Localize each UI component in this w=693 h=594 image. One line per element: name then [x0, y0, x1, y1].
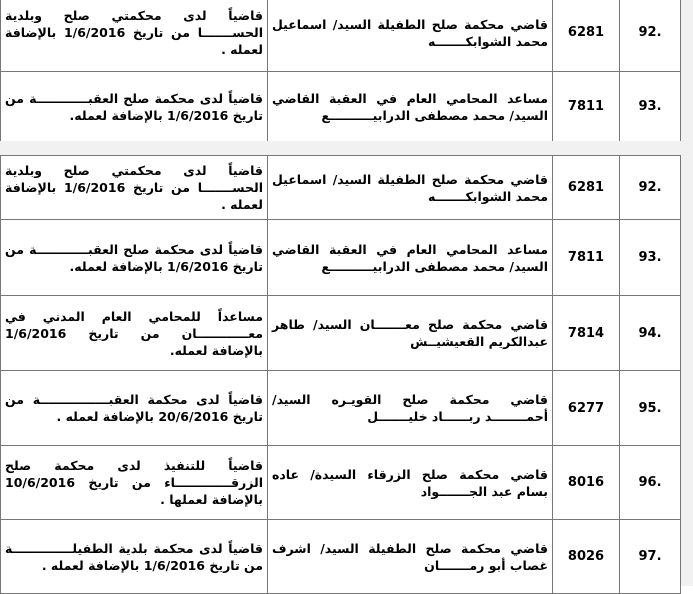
employee-code: 8016: [553, 446, 620, 520]
assignment-note: قاضياً للتنفيذ لدى محكمة صلح الزرقـــــــــــــاء من تاريخ 10/6/2016 بالإضافة لعملها .: [1, 446, 268, 520]
table-row: [1, 296, 681, 371]
position-name: مساعد المحامي العام في العقبة القاضي السيد/ محمد مصطفى الدرابيــــــــــع: [268, 72, 553, 142]
fragment-separator: [0, 141, 693, 155]
employee-code: 8026: [553, 520, 620, 594]
position-name: قاضي محكمة صلح الطفيلة السيد/ اشرف غصاب أبو رمـــــــان: [268, 520, 553, 594]
table-row: [1, 156, 681, 220]
appointments-table-bottom: [0, 155, 681, 594]
table-row: [1, 371, 681, 446]
employee-code: 6281: [553, 0, 620, 72]
row-number: .92: [620, 156, 681, 220]
employee-code: 7811: [553, 220, 620, 296]
assignment-note: قاضياً لدى محكمة صلح العقبــــــــــــة من تاريخ 1/6/2016 بالإضافة لعمله.: [1, 72, 268, 142]
table-row: [1, 446, 681, 520]
position-name: قاضي محكمة صلح معـــــــان السيد/ طاهر عبدالكريم القعيشيــش: [268, 296, 553, 371]
position-name: مساعد المحامي العام في العقبة القاضي السيد/ محمد مصطفى الدرابيــــــــــع: [268, 220, 553, 296]
row-number: .95: [620, 371, 681, 446]
assignment-note: قاضياً لدى محكمتي صلح وبلدية الحســـــــا من تاريخ 1/6/2016 بالإضافة لعمله .: [1, 0, 268, 72]
assignment-note: مساعداً للمحامي العام المدني في معــــــــــــان من تاريخ 1/6/2016 بالإضافة لعمله.: [1, 296, 268, 371]
table-row: [1, 220, 681, 296]
position-name: قاضي محكمة صلح القويـره السيد/ أحمــــــــد ربــــــاد خليـــــــل: [268, 371, 553, 446]
position-name: قاضي محكمة صلح الطفيلة السيد/ اسماعيل محمد الشوابكـــــــه: [268, 0, 553, 72]
assignment-note: قاضياً لدى محكمة بلدية الطفيلــــــــــــــة من تاريخ 1/6/2016 بالإضافة لعمله .: [1, 520, 268, 594]
table-row: [1, 72, 681, 142]
employee-code: 6281: [553, 156, 620, 220]
row-number: .93: [620, 220, 681, 296]
position-name: قاضي محكمة صلح الطفيلة السيد/ اسماعيل محمد الشوابكـــــــه: [268, 156, 553, 220]
assignment-note: قاضياً لدى محكمة صلح العقبــــــــــــة من تاريخ 1/6/2016 بالإضافة لعمله.: [1, 220, 268, 296]
row-number: .94: [620, 296, 681, 371]
position-name: قاضي محكمة صلح الزرقاء السيدة/ عاده بسام عبد الجـــــــواد: [268, 446, 553, 520]
table-fragment-top: [0, 0, 681, 141]
appointments-table-top: [0, 0, 681, 142]
employee-code: 7811: [553, 72, 620, 142]
row-number: .92: [620, 0, 681, 72]
assignment-note: قاضياً لدى محكمتي صلح وبلدية الحســـــــا من تاريخ 1/6/2016 بالإضافة لعمله .: [1, 156, 268, 220]
table-row: [1, 520, 681, 594]
table-fragment-bottom: [0, 155, 681, 586]
table-row: [1, 0, 681, 72]
employee-code: 7814: [553, 296, 620, 371]
row-number: .97: [620, 520, 681, 594]
employee-code: 6277: [553, 371, 620, 446]
assignment-note: قاضياً لدى محكمة العقبــــــــــــــــة من تاريخ 20/6/2016 بالإضافة لعمله .: [1, 371, 268, 446]
row-number: .93: [620, 72, 681, 142]
row-number: .96: [620, 446, 681, 520]
page-margin: [681, 0, 693, 586]
